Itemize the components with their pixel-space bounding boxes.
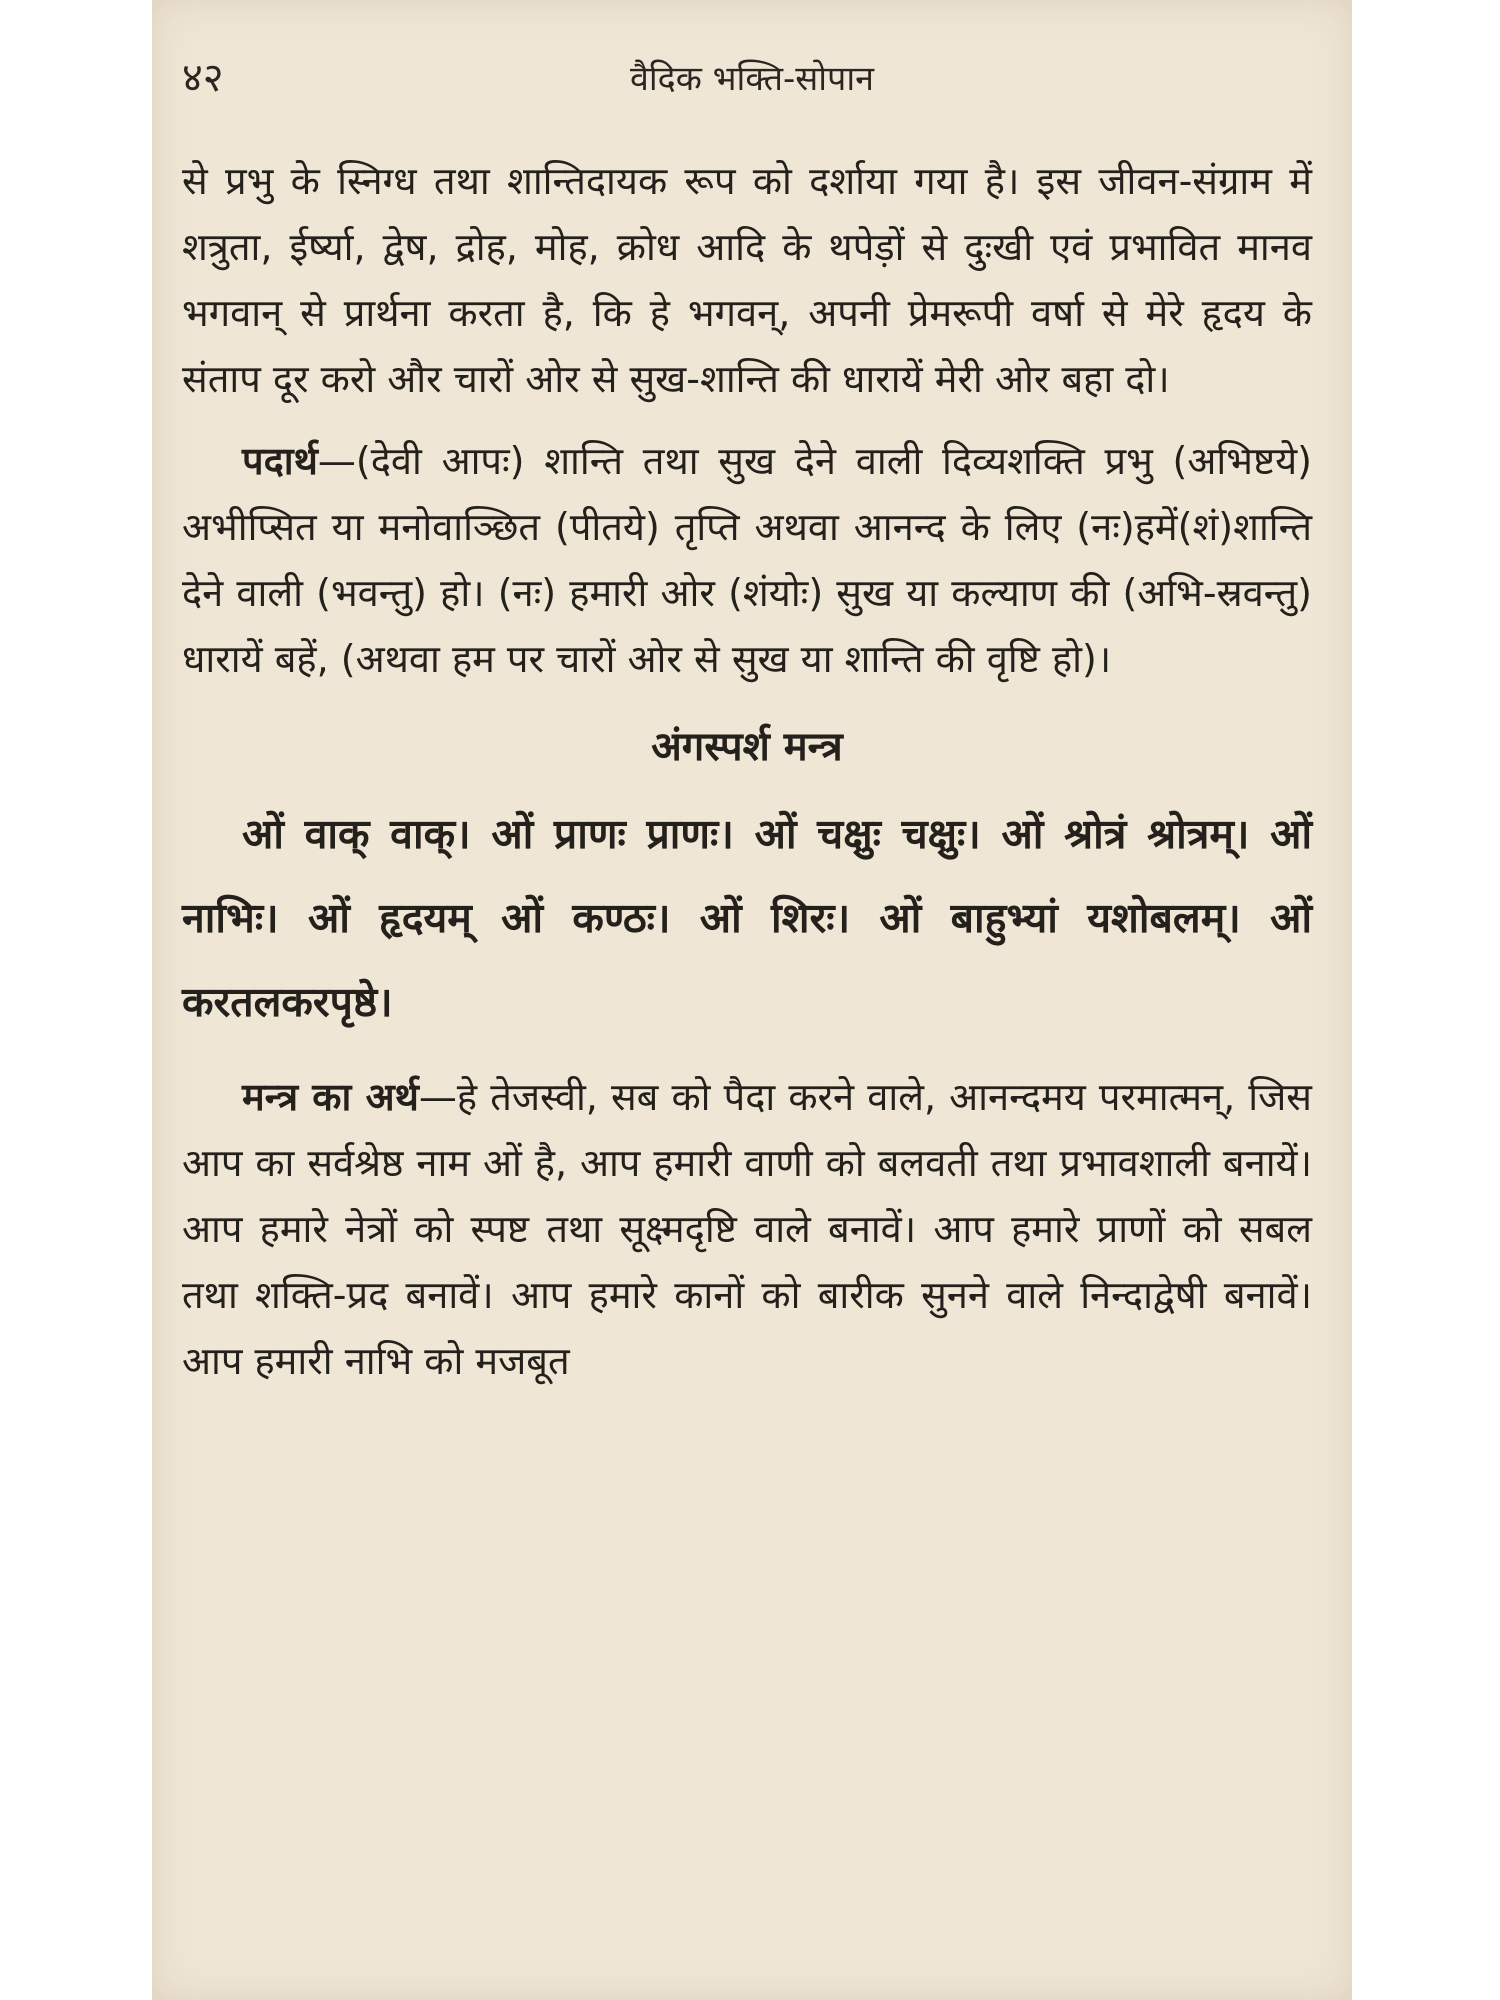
padarth-label: पदार्थ <box>242 439 318 483</box>
section-heading: अंगस्पर्श मन्त्र <box>651 724 843 770</box>
padarth-text: —(देवी आपः) शान्ति तथा सुख देने वाली दिव्यशक्ति प्रभु (अभिष्टये) अभीप्सित या मनोवाञ्छित (पीतये) तृप्ति अथवा आनन्द के लिए (नः)हमें(शं)शान्ति देने वाली (भवन्तु) हो। (नः) हमारी ओर (शंयोः) सुख या कल्याण की (अभि-स्रवन्तु) धारायें बहें, (अथवा हम पर चारों ओर से सुख या शान्ति की वृष्टि हो)। <box>182 439 1312 681</box>
meaning-paragraph <box>182 1064 1312 1394</box>
mantra-text: ओं वाक् वाक्। ओं प्राणः प्राणः। ओं चक्षुः चक्षुः। ओं श्रोत्रं श्रोत्रम्। ओं नाभिः। ओं हृदयम् ओं कण्ठः। ओं शिरः। ओं बाहुभ्यां यशोबलम्। ओं करतलकरपृष्ठे। <box>182 810 1312 1026</box>
page-number: ४२ <box>182 55 224 101</box>
running-title: वैदिक भक्ति-सोपान <box>629 59 875 99</box>
intro-paragraph: से प्रभु के स्निग्ध तथा शान्तिदायक रूप को दर्शाया गया है। इस जीवन-संग्राम में शत्रुता, ईर्ष्या, द्वेष, द्रोह, मोह, क्रोध आदि के थपेड़ों से दुःखी एवं प्रभावित मानव भगवान् से प्रार्थना करता है, कि हे भगवन्, अपनी प्रेमरूपी वर्षा से मेरे हृदय के संताप दूर करो और चारों ओर से सुख-शान्ति की धारायें मेरी ओर बहा दो। <box>182 159 1312 401</box>
book-page <box>152 0 1352 2000</box>
page-body <box>182 148 1312 1394</box>
page-header <box>182 48 1322 108</box>
meaning-text: —हे तेजस्वी, सब को पैदा करने वाले, आनन्दमय परमात्मन्, जिस आप का सर्वश्रेष्ठ नाम ओं है, आप हमारी वाणी को बलवती तथा प्रभावशाली बनायें। आप हमारे नेत्रों को स्पष्ट तथा सूक्ष्मदृष्टि वाले बनावें। आप हमारे प्राणों को सबल तथा शक्ति-प्रद बनावें। आप हमारे कानों को बारीक सुनने वाले निन्दाद्वेषी बनावें। आप हमारी नाभि को मजबूत <box>182 1075 1312 1383</box>
meaning-label: मन्त्र का अर्थ <box>242 1075 419 1119</box>
padarth-paragraph <box>182 428 1312 692</box>
